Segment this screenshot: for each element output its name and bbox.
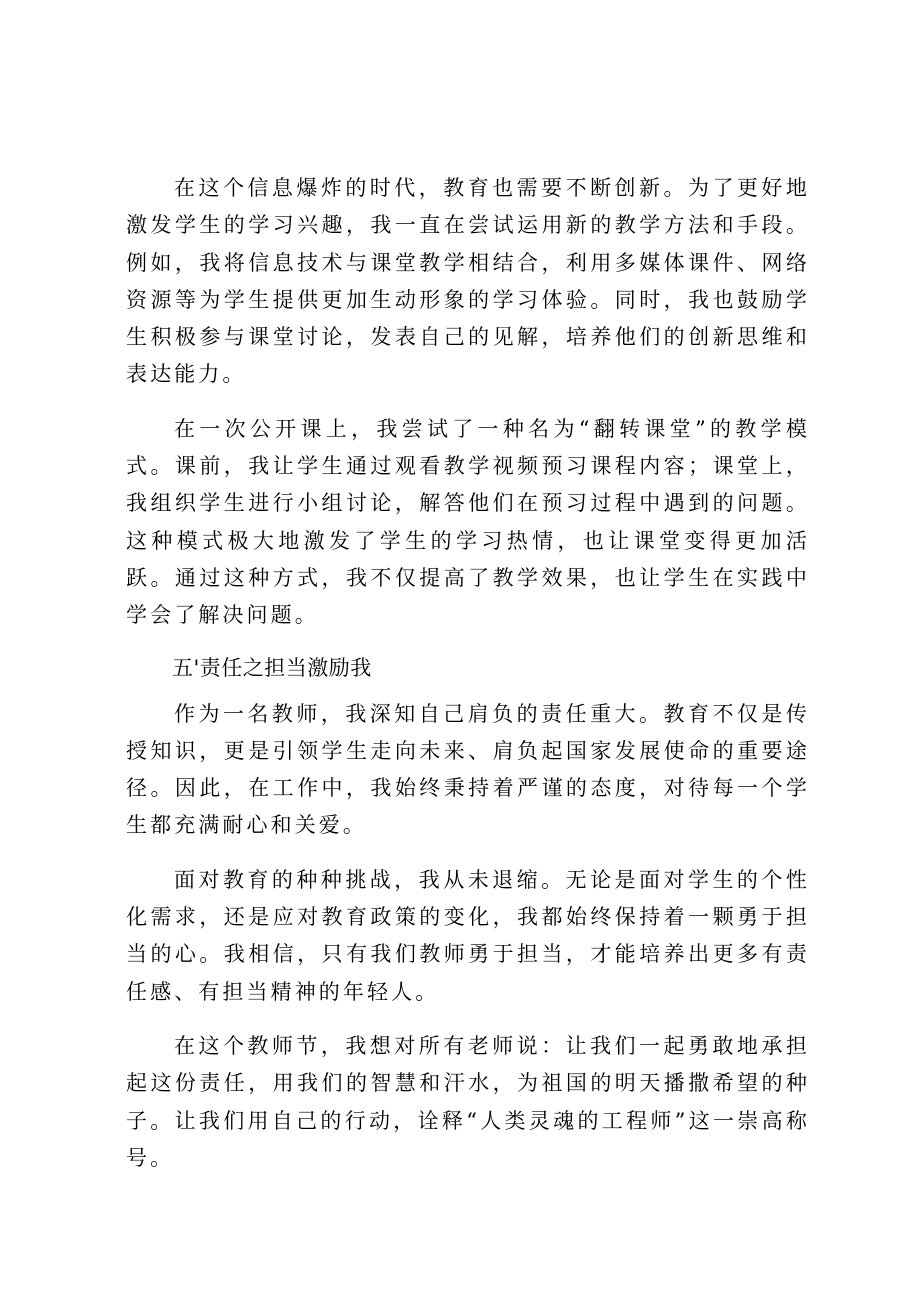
paragraph-responsibility: 作为一名教师，我深知自己肩负的责任重大。教育不仅是传授知识，更是引领学生走向未来、肩负起国家发展使命的重要途径。因此，在工作中，我始终秉持着严谨的态度，对待每一个学生都充满耐心和关爱。	[126, 701, 810, 838]
paragraph-innovation: 在这个信息爆炸的时代，教育也需要不断创新。为了更好地激发学生的学习兴趣，我一直在尝试运用新的教学方法和手段。例如，我将信息技术与课堂教学相结合，利用多媒体课件、网络资源等为学生提供更加生动形象的学习体验。同时，我也鼓励学生积极参与课堂讨论，发表自己的见解，培养他们的创新思维和表达能力。	[126, 176, 810, 387]
document-page	[126, 170, 810, 1194]
paragraph-challenges: 面对教育的种种挑战，我从未退缩。无论是面对学生的个性化需求，还是应对教育政策的变化，我都始终保持着一颗勇于担当的心。我相信，只有我们教师勇于担当，才能培养出更多有责任感、有担当精神的年轻人。	[126, 867, 810, 1004]
paragraph-flipped-classroom: 在一次公开课上，我尝试了一种名为“翻转课堂”的教学模式。课前，我让学生通过观看教学视频预习课程内容；课堂上，我组织学生进行小组讨论，解答他们在预习过程中遇到的问题。这种模式极大地激发了学生的学习热情，也让课堂变得更加活跃。通过这种方式，我不仅提高了教学效果，也让学生在实践中学会了解决问题。	[126, 416, 810, 628]
section-heading: 五'责任之担当激励我	[172, 655, 372, 680]
paragraph-teachers-day: 在这个教师节，我想对所有老师说：让我们一起勇敢地承担起这份责任，用我们的智慧和汗水，为祖国的明天播撒希望的种子。让我们用自己的行动，诠释“人类灵魂的工程师”这一崇高称号。	[126, 1033, 810, 1170]
